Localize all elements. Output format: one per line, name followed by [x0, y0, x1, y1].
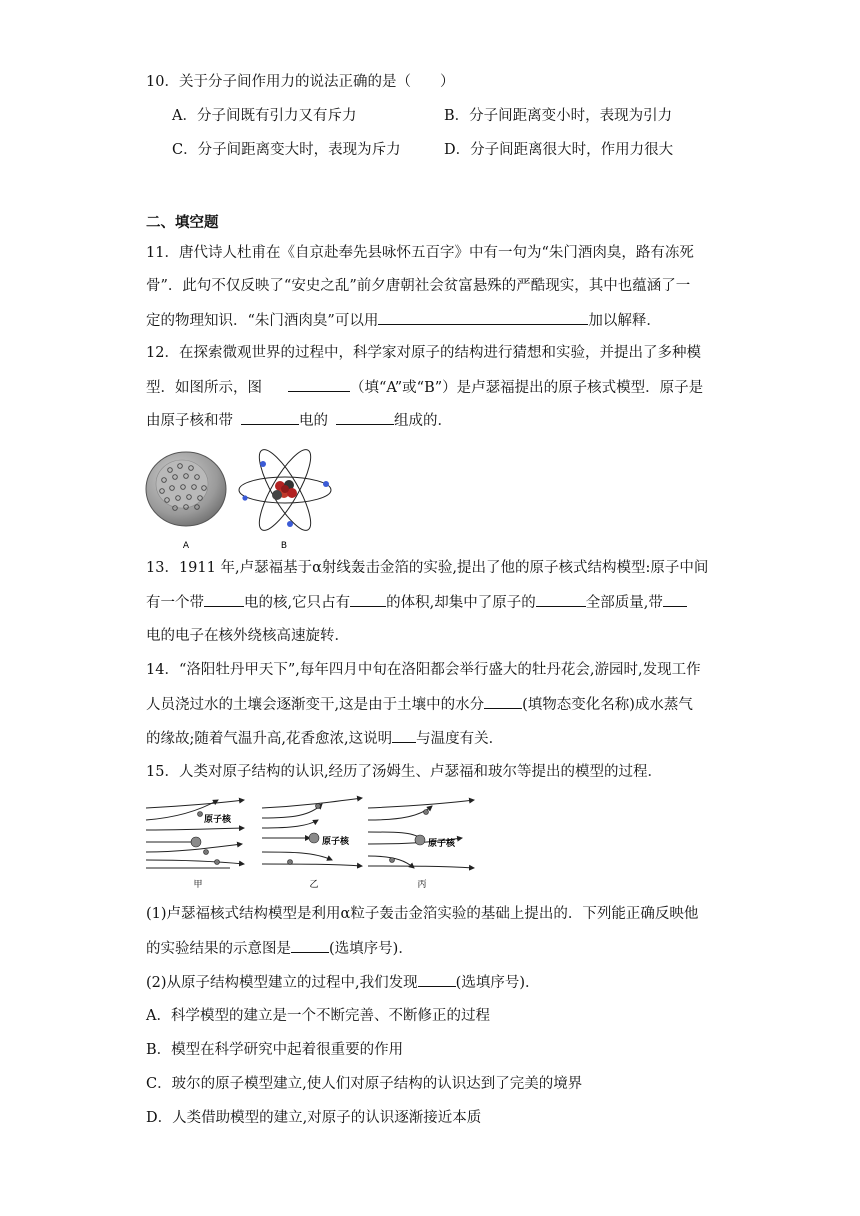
q13-text-4: 全部质量,带	[585, 595, 663, 611]
q13-text-3: 的体积,却集中了原子的	[386, 595, 536, 611]
section-title: 二、填空题	[146, 214, 219, 231]
q14-line3	[146, 728, 503, 749]
q14-line1: 14．“洛阳牡丹甲天下”,每年四月中旬在洛阳都会举行盛大的牡丹花会,游园时,发现工作	[146, 662, 701, 678]
q15-sub2-text-end: (选填序号)．	[455, 975, 540, 991]
q14-answer-blank-1[interactable]	[484, 694, 522, 709]
q15-option-a: A．科学模型的建立是一个不断完善、不断修正的过程	[146, 1008, 490, 1024]
panel-label-yi: 乙	[309, 880, 319, 890]
q10-option-b: B．分子间距离变小时，表现为引力	[444, 108, 673, 124]
q13-text-2: 电的核,它只占有	[244, 595, 351, 611]
scatter-panel-jia	[146, 800, 244, 868]
q15-sub2-answer-blank[interactable]	[418, 972, 456, 987]
alpha-scattering-figure	[142, 794, 482, 890]
q15-sub2-text: (2)从原子结构模型建立的过程中,我们发现	[146, 975, 418, 991]
q15-sub2-line	[146, 972, 539, 993]
q14-text-3: 的缘故;随着气温升高,花香愈浓,这说明	[146, 731, 393, 747]
q15-sub1-text-end: (选填序号)．	[329, 941, 413, 957]
q10-option-d: D．分子间距离很大时，作用力很大	[444, 142, 674, 158]
q12-text-3: 由原子核和带	[146, 413, 233, 429]
q12-text: 型．如图所示，图	[146, 380, 262, 396]
q11-line3	[146, 310, 661, 331]
q13-line2	[146, 592, 687, 613]
q15-option-d: D．人类借助模型的建立,对原子的认识逐渐接近本质	[146, 1110, 482, 1126]
q11-line2: 骨”．此句不仅反映了“安史之乱”前夕唐朝社会贫富悬殊的严酷现实，其中也蕴涵了一	[146, 278, 691, 294]
panel-label-bing: 丙	[417, 880, 427, 890]
scatter-panel-bing	[368, 800, 474, 868]
q13-answer-blank-1[interactable]	[204, 592, 244, 607]
nucleus-label-jia: 原子核	[204, 815, 232, 825]
q12-text-4: 电的	[299, 413, 328, 429]
q15-sub1-answer-blank[interactable]	[291, 938, 329, 953]
q12-line2	[146, 377, 703, 398]
q12-answer-blank-1[interactable]	[288, 377, 350, 392]
q12-answer-blank-3[interactable]	[336, 410, 394, 425]
q10-option-a: A．分子间既有引力又有斥力	[172, 108, 357, 124]
nucleus-image	[272, 480, 297, 500]
q14-text: 人员浇过水的土壤会逐渐变干,这是由于土壤中的水分	[146, 697, 485, 713]
q13-answer-blank-4[interactable]	[663, 592, 687, 607]
q12-line3	[146, 410, 452, 431]
figure-label-b: B	[280, 541, 288, 551]
q11-text-end: 加以解释．	[588, 313, 661, 329]
q11-answer-blank[interactable]	[378, 310, 588, 325]
q15-sub1-text: 的实验结果的示意图是	[146, 941, 291, 957]
q14-text-2: (填物态变化名称)成水蒸气	[522, 697, 693, 713]
nucleus-jia	[191, 837, 201, 847]
plum-pudding-model-image	[146, 452, 226, 526]
q11-line1: 11．唐代诗人杜甫在《自京赴奉先县咏怀五百字》中有一句为“朱门酒肉臭，路有冻死	[146, 245, 694, 261]
q15-option-b: B．模型在科学研究中起着很重要的作用	[146, 1042, 404, 1058]
q15-option-c: C．玻尔的原子模型建立,使人们对原子结构的认识达到了完美的境界	[146, 1076, 583, 1092]
nucleus-bing	[415, 835, 425, 845]
q12-answer-blank-2[interactable]	[241, 410, 299, 425]
nucleus-yi	[309, 833, 319, 843]
q15-sub1-line1: (1)卢瑟福核式结构模型是利用α粒子轰击金箔实验的基础上提出的．下列能正确反映他	[146, 906, 699, 922]
q13-line1: 13．1911 年,卢瑟福基于α射线轰击金箔的实验,提出了他的原子核式结构模型:原子中间	[146, 560, 709, 576]
scatter-panel-yi	[262, 798, 362, 866]
q14-line2	[146, 694, 693, 715]
q14-text-4: 与温度有关．	[416, 731, 504, 747]
figure-label-a: A	[182, 541, 190, 551]
atom-models-figure	[140, 446, 340, 554]
panel-label-jia: 甲	[193, 880, 203, 890]
q12-text-5: 组成的．	[394, 413, 452, 429]
q13-line3: 电的电子在核外绕核高速旋转．	[146, 628, 349, 644]
q11-text: 定的物理知识．“朱门酒肉臭”可以用	[146, 313, 379, 329]
q15-stem: 15．人类对原子结构的认识,经历了汤姆生、卢瑟福和玻尔等提出的模型的过程．	[146, 764, 663, 780]
q14-answer-blank-2[interactable]	[392, 728, 416, 743]
q13-answer-blank-3[interactable]	[536, 592, 586, 607]
q10-option-c: C．分子间距离变大时，表现为斥力	[172, 142, 401, 158]
q12-text-2: （填“A”或“B”）是卢瑟福提出的原子核式模型．原子是	[350, 380, 704, 396]
q13-text: 有一个带	[146, 595, 204, 611]
q12-line1: 12．在探索微观世界的过程中，科学家对原子的结构进行猜想和实验，并提出了多种模	[146, 345, 701, 361]
q15-sub1-line2	[146, 938, 413, 959]
nucleus-label-bing: 原子核	[428, 839, 456, 849]
q10-stem: 10．关于分子间作用力的说法正确的是（ ）	[146, 74, 455, 90]
nucleus-label-yi: 原子核	[322, 837, 350, 847]
q13-answer-blank-2[interactable]	[350, 592, 386, 607]
